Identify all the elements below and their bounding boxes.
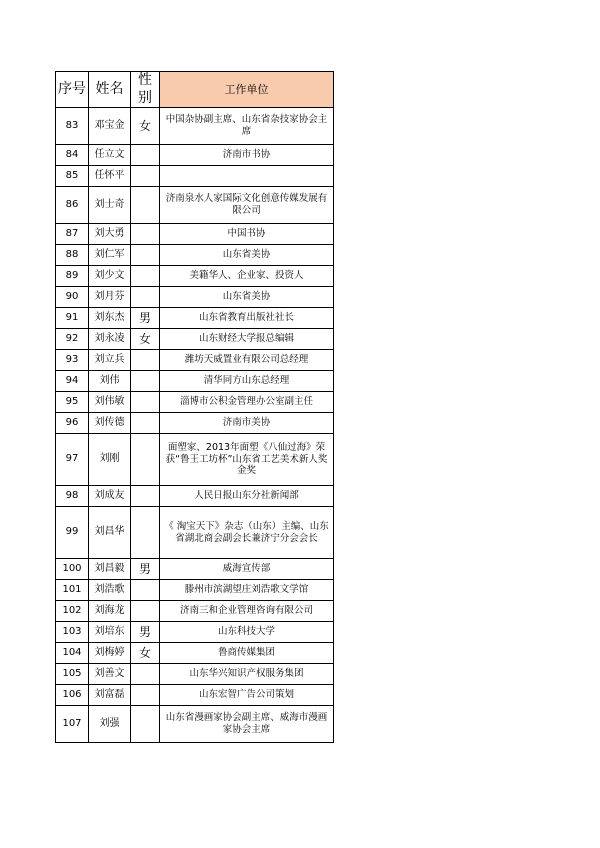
row-name: 刘浩歌 xyxy=(89,580,131,601)
row-gender: 女 xyxy=(131,643,160,664)
header-no: 序号 xyxy=(56,72,89,108)
row-no: 97 xyxy=(56,434,89,486)
row-name: 刘海龙 xyxy=(89,601,131,622)
row-gender: 男 xyxy=(131,308,160,329)
row-unit xyxy=(160,166,334,187)
row-no: 101 xyxy=(56,580,89,601)
row-gender xyxy=(131,413,160,434)
row-unit: 山东省教育出版社社长 xyxy=(160,308,334,329)
table-row xyxy=(56,145,334,166)
table-row xyxy=(56,108,334,145)
row-gender xyxy=(131,166,160,187)
row-unit: 《 淘宝天下》杂志（山东）主编、山东省湖北商会副会长兼济宁分会会长 xyxy=(160,507,334,559)
table-row xyxy=(56,187,334,224)
row-no: 87 xyxy=(56,224,89,245)
row-unit: 鲁商传媒集团 xyxy=(160,643,334,664)
row-name: 任立文 xyxy=(89,145,131,166)
table-row xyxy=(56,643,334,664)
row-no: 84 xyxy=(56,145,89,166)
row-name: 刘富磊 xyxy=(89,685,131,706)
header-row xyxy=(56,72,334,108)
row-gender xyxy=(131,580,160,601)
row-unit: 山东省漫画家协会副主席、威海市漫画家协会主席 xyxy=(160,706,334,743)
row-name: 刘伟 xyxy=(89,371,131,392)
row-no: 98 xyxy=(56,486,89,507)
row-gender: 女 xyxy=(131,108,160,145)
table-row xyxy=(56,166,334,187)
row-no: 104 xyxy=(56,643,89,664)
row-unit: 潍坊天威置业有限公司总经理 xyxy=(160,350,334,371)
row-no: 94 xyxy=(56,371,89,392)
table-row xyxy=(56,287,334,308)
row-unit: 山东科技大学 xyxy=(160,622,334,643)
table-row xyxy=(56,685,334,706)
row-no: 85 xyxy=(56,166,89,187)
row-name: 刘大勇 xyxy=(89,224,131,245)
row-gender xyxy=(131,664,160,685)
table-row xyxy=(56,224,334,245)
row-name: 刘少文 xyxy=(89,266,131,287)
row-gender xyxy=(131,706,160,743)
row-unit: 美籍华人、企业家、投资人 xyxy=(160,266,334,287)
row-name: 刘立兵 xyxy=(89,350,131,371)
row-unit: 山东宏智广告公司策划 xyxy=(160,685,334,706)
row-no: 93 xyxy=(56,350,89,371)
table-row xyxy=(56,664,334,685)
row-gender xyxy=(131,245,160,266)
row-gender xyxy=(131,392,160,413)
row-name: 刘伟敏 xyxy=(89,392,131,413)
row-no: 86 xyxy=(56,187,89,224)
row-gender: 男 xyxy=(131,622,160,643)
row-no: 91 xyxy=(56,308,89,329)
row-name: 刘强 xyxy=(89,706,131,743)
row-unit: 威海宣传部 xyxy=(160,559,334,580)
row-name: 刘培东 xyxy=(89,622,131,643)
row-unit: 山东财经大学报总编辑 xyxy=(160,329,334,350)
row-no: 96 xyxy=(56,413,89,434)
row-unit: 济南三和企业管理咨询有限公司 xyxy=(160,601,334,622)
table-row xyxy=(56,413,334,434)
row-unit: 济南市书协 xyxy=(160,145,334,166)
row-unit: 清华同方山东总经理 xyxy=(160,371,334,392)
row-no: 99 xyxy=(56,507,89,559)
table-row xyxy=(56,434,334,486)
row-no: 90 xyxy=(56,287,89,308)
header-gender: 性别 xyxy=(131,72,160,108)
roster-header xyxy=(56,72,334,108)
row-gender xyxy=(131,434,160,486)
row-gender xyxy=(131,266,160,287)
table-row xyxy=(56,266,334,287)
row-name: 刘传德 xyxy=(89,413,131,434)
row-gender xyxy=(131,601,160,622)
table-row xyxy=(56,601,334,622)
row-unit: 山东华兴知识产权服务集团 xyxy=(160,664,334,685)
table-row xyxy=(56,245,334,266)
table-row xyxy=(56,350,334,371)
table-row xyxy=(56,329,334,350)
row-name: 刘梅婷 xyxy=(89,643,131,664)
table-row xyxy=(56,580,334,601)
row-name: 刘昌毅 xyxy=(89,559,131,580)
table-row xyxy=(56,507,334,559)
table-row xyxy=(56,706,334,743)
row-gender xyxy=(131,507,160,559)
row-name: 刘刚 xyxy=(89,434,131,486)
row-unit: 面塑家、2013年面塑《八仙过海》荣获“鲁王工坊杯”山东省工艺美术新人奖金奖 xyxy=(160,434,334,486)
row-gender xyxy=(131,685,160,706)
row-unit: 中国杂协副主席、山东省杂技家协会主席 xyxy=(160,108,334,145)
row-gender xyxy=(131,287,160,308)
table-row xyxy=(56,371,334,392)
row-unit: 山东省美协 xyxy=(160,287,334,308)
row-gender xyxy=(131,350,160,371)
row-gender: 男 xyxy=(131,559,160,580)
row-unit: 山东省美协 xyxy=(160,245,334,266)
table-row xyxy=(56,486,334,507)
row-no: 103 xyxy=(56,622,89,643)
row-gender xyxy=(131,187,160,224)
row-unit: 济南市美协 xyxy=(160,413,334,434)
row-gender xyxy=(131,145,160,166)
row-gender xyxy=(131,486,160,507)
row-no: 95 xyxy=(56,392,89,413)
table-row xyxy=(56,392,334,413)
row-unit: 中国书协 xyxy=(160,224,334,245)
row-no: 88 xyxy=(56,245,89,266)
row-gender: 女 xyxy=(131,329,160,350)
row-no: 83 xyxy=(56,108,89,145)
table-row xyxy=(56,308,334,329)
row-unit: 济南泉水人家国际文化创意传媒发展有限公司 xyxy=(160,187,334,224)
row-name: 刘成友 xyxy=(89,486,131,507)
header-name: 姓名 xyxy=(89,72,131,108)
row-name: 刘永凌 xyxy=(89,329,131,350)
row-name: 刘士奇 xyxy=(89,187,131,224)
roster-body xyxy=(56,108,334,743)
row-no: 92 xyxy=(56,329,89,350)
row-unit: 滕州市滨湖望庄刘浩歌文学馆 xyxy=(160,580,334,601)
row-unit: 人民日报山东分社新闻部 xyxy=(160,486,334,507)
header-unit: 工作单位 xyxy=(160,72,334,108)
row-name: 刘昌华 xyxy=(89,507,131,559)
row-unit: 淄博市公积金管理办公室副主任 xyxy=(160,392,334,413)
row-name: 任怀平 xyxy=(89,166,131,187)
row-no: 107 xyxy=(56,706,89,743)
row-gender xyxy=(131,224,160,245)
row-no: 105 xyxy=(56,664,89,685)
table-row xyxy=(56,622,334,643)
row-no: 102 xyxy=(56,601,89,622)
row-name: 刘东杰 xyxy=(89,308,131,329)
row-name: 邓宝金 xyxy=(89,108,131,145)
row-gender xyxy=(131,371,160,392)
table-row xyxy=(56,559,334,580)
row-name: 刘善文 xyxy=(89,664,131,685)
row-no: 100 xyxy=(56,559,89,580)
row-name: 刘仁军 xyxy=(89,245,131,266)
roster-table xyxy=(55,71,334,743)
row-no: 89 xyxy=(56,266,89,287)
row-no: 106 xyxy=(56,685,89,706)
row-name: 刘月芬 xyxy=(89,287,131,308)
